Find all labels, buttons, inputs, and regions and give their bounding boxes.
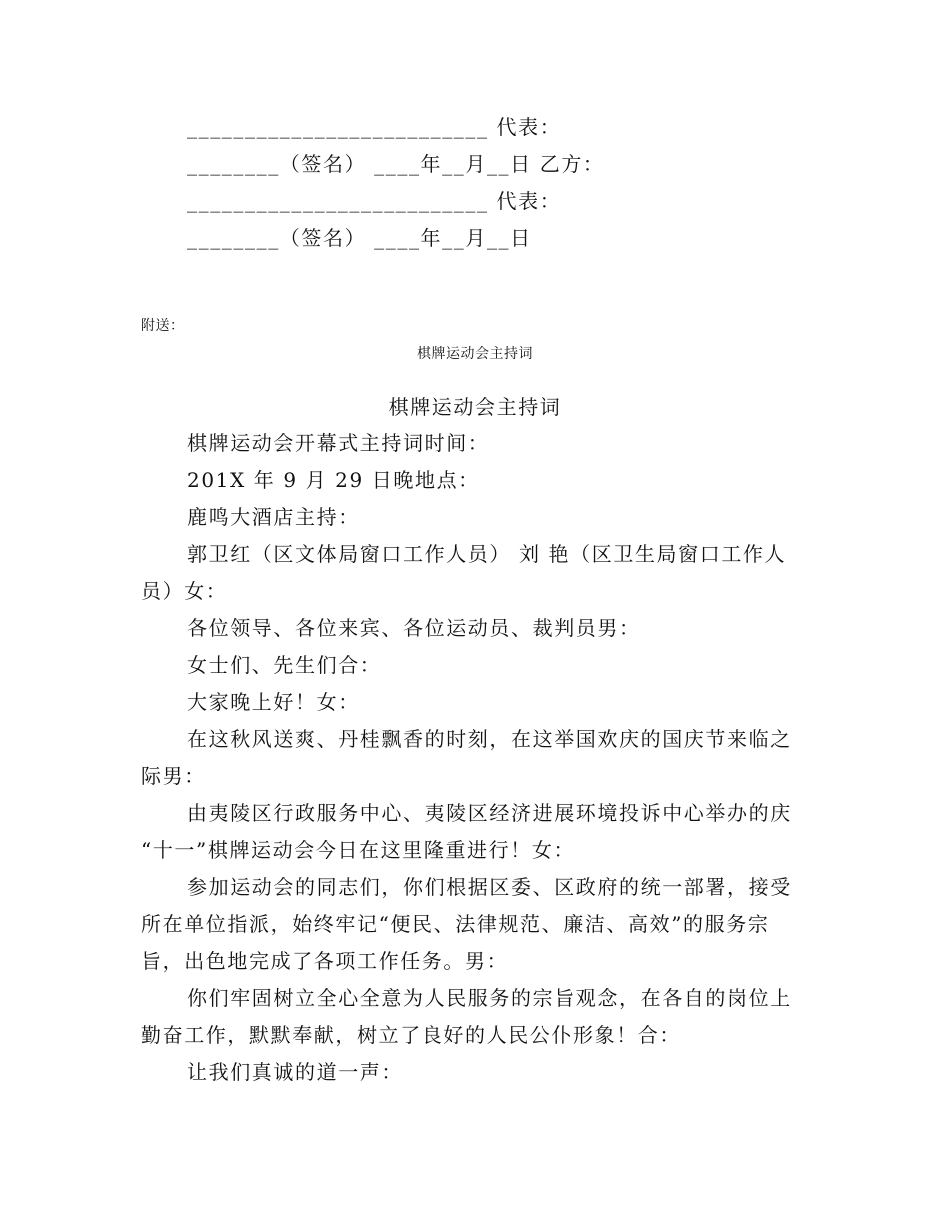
- attachment-label: 附送：: [141, 318, 185, 334]
- body-line: 在这秋风送爽、丹桂飘香的时刻，在这举国欢庆的国庆节来临之: [187, 727, 792, 751]
- body-line: 鹿鸣大酒店主持：: [187, 505, 360, 529]
- body-line: 201X 年 9 月 29 日晚地点：: [187, 468, 480, 492]
- main-title: 棋牌运动会主持词: [388, 395, 562, 419]
- body-line: 大家晚上好！女：: [187, 690, 360, 714]
- body-line: 旨，出色地完成了各项工作任务。男：: [141, 949, 509, 973]
- body-line: 各位领导、各位来宾、各位运动员、裁判员男：: [187, 616, 641, 640]
- body-line: 参加运动会的同志们，你们根据区委、区政府的统一部署，接受: [187, 875, 792, 899]
- signature-line-date-a: ________（签名） ____年__月__日 乙方：: [187, 152, 605, 176]
- body-line: 际男：: [141, 764, 206, 788]
- body-line: 棋牌运动会开幕式主持词时间：: [187, 431, 490, 455]
- body-line: 由夷陵区行政服务中心、夷陵区经济进展环境投诉中心举办的庆: [187, 801, 792, 825]
- body-line: 勤奋工作，默默奉献，树立了良好的人民公仆形象！合：: [141, 1023, 681, 1047]
- body-line: 郭卫红（区文体局窗口工作人员） 刘 艳（区卫生局窗口工作人: [187, 542, 787, 566]
- signature-line-date-b: ________（签名） ____年__月__日: [187, 226, 532, 250]
- body-line: 让我们真诚的道一声：: [187, 1060, 403, 1084]
- body-line: 女士们、先生们合：: [187, 653, 382, 677]
- body-line: 员）女：: [141, 579, 228, 603]
- body-line: “十一”棋牌运动会今日在这里隆重进行！女：: [141, 838, 576, 862]
- body-line: 你们牢固树立全心全意为人民服务的宗旨观念，在各自的岗位上: [187, 986, 792, 1010]
- signature-line-representative-b: __________________________ 代表：: [187, 189, 562, 213]
- body-line: 所在单位指派，始终牢记“便民、法律规范、廉洁、高效”的服务宗: [141, 912, 770, 936]
- small-title: 棋牌运动会主持词: [417, 346, 533, 362]
- signature-line-representative-a: __________________________ 代表：: [187, 115, 562, 139]
